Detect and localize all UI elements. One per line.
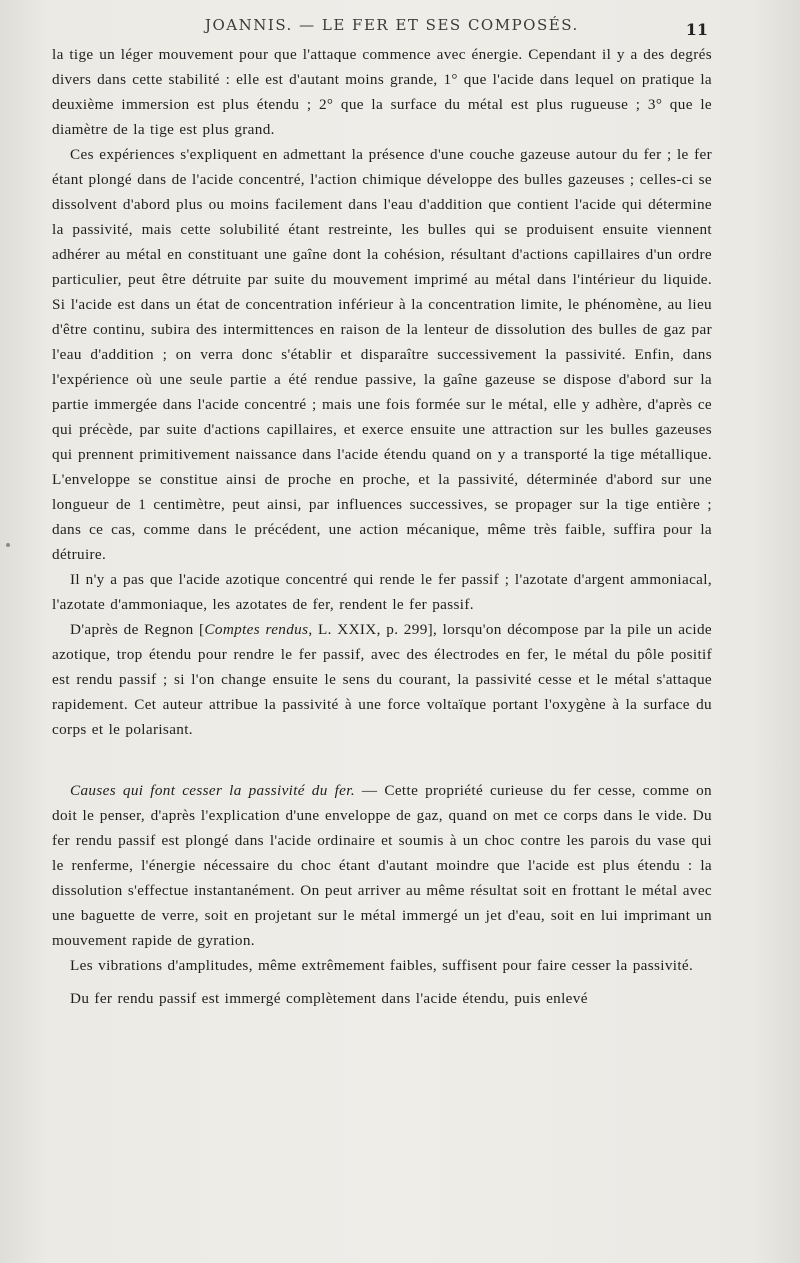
section-gap (52, 742, 712, 778)
citation-title: Comptes rendus (204, 621, 309, 638)
paragraph: Ces expériences s'expliquent en admettant la présence d'une couche gazeuse autour du fer ; le fer étant plongé dans de l'acide concentré, l'action chimique développe des bulles gazeuses ; celles-ci se dissolvent d'abord plus ou moins facilement dans l'eau d'addition que contient l'acide qui détermine la passivité, mais cette solubilité étant restreinte, les bulles qui se produisent ensuite viennent adhérer au métal en constituant une gaîne dont la cohésion, résultant d'actions capillaires d'un ordre particulier, peut être détruite par suite du mouvement imprimé au métal dans l'intérieur du liquide. Si l'acide est dans un état de concentration inférieur à la concentration limite, le phénomène, au lieu d'être continu, subira des intermittences en raison de la lenteur de dissolution des bulles de gaz par l'eau d'addition ; on verra donc s'établir et disparaître successivement la passivité. Enfin, dans l'expérience où une seule partie a été rendue passive, la gaîne gazeuse se dispose d'abord sur la partie immergée dans l'acide concentré ; mais une fois formée sur le métal, elle y adhère, d'après ce qui précède, par suite d'actions capillaires, et exerce ensuite une attraction sur les bulles gazeuses qui prennent primitivement naissance dans l'acide étendu quand on y a transporté la tige métallique. L'enveloppe se constitue ainsi de proche en proche, et la passivité, déterminée d'abord sur une longueur de 1 centimètre, peut ainsi, par influences successives, se propager sur la tige entière ; dans ce cas, comme dans le précédent, une action mécanique, même très faible, suffira pour la détruire. (52, 146, 712, 563)
paragraph: la tige un léger mouvement pour que l'attaque commence avec énergie. Cependant il y a des degrés divers dans cette stabilité : elle est d'autant moins grande, 1° que l'acide dans lequel on pratique la deuxième immersion est plus étendu ; 2° que la surface du métal est plus rugueuse ; 3° que le diamètre de la tige est plus grand. (52, 46, 712, 138)
paragraph (52, 617, 712, 742)
paragraph: Il n'y a pas que l'acide azotique concentré qui rende le fer passif ; l'azotate d'argent ammoniacal, l'azotate d'ammoniaque, les azotates de fer, rendent le fer passif. (52, 571, 712, 613)
paragraph: Les vibrations d'amplitudes, même extrêmement faibles, suffisent pour faire cesser la passivité. (70, 957, 694, 974)
body-text (52, 42, 712, 1011)
page-header (0, 14, 800, 40)
paragraph-text: — Cette propriété curieuse du fer cesse, comme on doit le penser, d'après l'explication d'une enveloppe de gaz, quand on met ce corps dans le vide. Du fer rendu passif est plongé dans l'acide ordinaire et soumis à un choc contre les parois du vase qui le renferme, l'énergie nécessaire du choc étant d'autant moindre que l'acide est plus étendu : la dissolution s'effectue instantanément. On peut arriver au même résultat soit en frottant le métal avec une baguette de verre, soit en projetant sur le métal immergé un jet d'eau, soit en lui imprimant un mouvement rapide de gyration. (52, 782, 712, 949)
page-number: 11 (685, 20, 708, 39)
line-gap (52, 978, 712, 986)
paragraph-text: D'après de Regnon [ (70, 621, 205, 638)
paragraph (52, 778, 712, 953)
paragraph-text: , L. XXIX, p. 299], lorsqu'on décompose par la pile un acide azotique, trop étendu pour rendre le fer passif, avec des électrodes en fer, le métal du pôle positif est rendu passif ; si l'on change ensuite le sens du courant, la passivité cesse et le métal s'attaque rapidement. Cet auteur attribue la passivité à une force voltaïque portant l'oxygène à la surface du corps et le polarisant. (52, 621, 712, 738)
section-heading: Causes qui font cesser la passivité du fer. (70, 782, 355, 799)
paragraph: Du fer rendu passif est immergé complètement dans l'acide étendu, puis enlevé (70, 990, 588, 1007)
running-title: JOANNIS. — LE FER ET SES COMPOSÉS. (205, 16, 579, 34)
margin-speck (6, 543, 10, 547)
